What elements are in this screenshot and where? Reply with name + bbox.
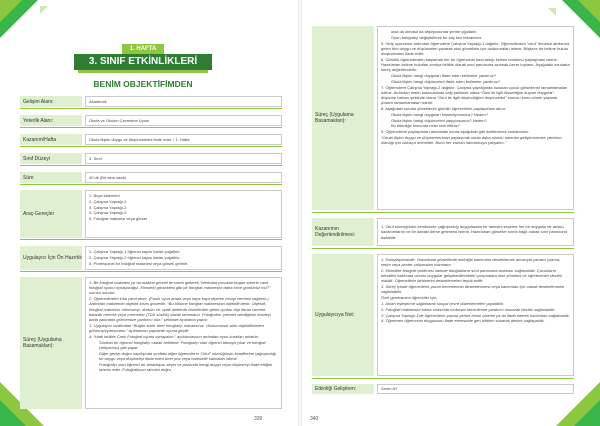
list-subitem: Okula ilişkin hangi duyguları ifade eden kelimeler yazdınız? bbox=[391, 73, 496, 78]
list-item: 8. Aşağıdaki sorular yönetilerek gönüllü öğrencilerin paylaşımları alınır. bbox=[381, 106, 506, 111]
row-value: Zerrin AY bbox=[377, 384, 574, 394]
list-subitem: Sınıftan bir öğrenci fotoğrafçı olarak belirlenir. Fotoğrafçı olan öğrenci tahtaya çıkar ve fotoğraf çekiyormuş gibi yapar. bbox=[99, 339, 266, 350]
list-subitem: Oyun fotoğrafçı değiştirilerek bir kaç kez tekrarlanır. bbox=[391, 34, 483, 40]
title-underline bbox=[78, 70, 208, 73]
table-row bbox=[20, 96, 282, 107]
list-item: 3. Çalışma Yaprağı-2 bbox=[89, 204, 127, 210]
list-item: 3. Uygulayıcı tarafından “Bugün sizler birer fotoğrafçı olacaksınız. Okulumuzun sizin objektifinizden görünüşü/yansıması.” açıklaması yapılarak oyuna geçilir. bbox=[89, 322, 264, 334]
list-item: 2. Fotoğraf makinesini tutma sırasında motorsal becerilerine yardımcı olunarak destek sağlanabilir. bbox=[381, 306, 556, 312]
row-label: Sınıf Düzeyi bbox=[20, 153, 82, 164]
table-row bbox=[20, 115, 282, 126]
row-label: Kazanımın Değerlendirilmesi: bbox=[312, 218, 374, 246]
list-subitem: Bu etkinliğe sonunda neler fark ettiniz? bbox=[391, 123, 460, 129]
list-item: 4. “Hadi birlikte Canlı Fotoğraf oyunu oynayalım.” açıklamasının ardından oyun kuralları anlatılır. bbox=[89, 333, 259, 339]
page-number: 339 bbox=[254, 416, 263, 422]
divider bbox=[312, 378, 574, 379]
page-number: 340 bbox=[310, 416, 319, 422]
table-row bbox=[20, 190, 282, 238]
list-subitem: Okula ilişkin hangi düşünceleri ifade eden kelimeler yazdınız? bbox=[391, 78, 500, 84]
list-item: 1. Akran eşleştirme sağlanarak sosyal çevre düzenlemeleri yapılabilir. bbox=[381, 301, 505, 306]
week-badge: 1. HAFTA bbox=[122, 44, 164, 54]
table-row bbox=[20, 172, 282, 183]
list-subitem: Diğer geriye doğru sayılışında sınıftaki diğer öğrencilerin “Okul” sözcüğünün kendilerine çağrıştırdığı bir duygu veya düşünceyi ifade eden birer poz veya hareketle kalmaları istenir. bbox=[99, 350, 277, 361]
table-row bbox=[312, 218, 574, 246]
row-label: Araç-Gereçler bbox=[20, 190, 82, 238]
list-item: 1. Bir fotoğraf makinesi ya da makine görseli ile sınıfa girilerek “Merhaba çocuklar bugün sizlerle canlı fotoğraf oyunu oynayacağız. Elimdeki görseldeki gibi bir fotoğraf makinesini daha önce gördünüz mü?” sorusu sorulur. bbox=[89, 280, 271, 296]
list-item: 3. Süreç içinde öğrencilerin yazım becerilerinin desteklenmesi veya katılımları için olarak desteklenmesi sağlanabilir. bbox=[381, 284, 565, 295]
list-item: 5. Fotoğraf makinesi veya görsel bbox=[89, 216, 147, 222]
triangle-decoration bbox=[548, 8, 556, 16]
row-label: Süre bbox=[20, 172, 82, 183]
list-subitem: Okula ilişkin hangi düşünceleri yaşıyorsunuz? Neden? bbox=[391, 117, 487, 123]
list-item: 6. Gönüllü öğrencilerden başlamak her bir öğrencinin hazırladığı kelime bulutunu paylaşması istenir. Hazırlanan kelime bulutları sınıfça birlikte olarak sınıf panosuna asılmak üzere toplanır. Aşağıdaki sorularla süreç değerlendirilir: bbox=[381, 56, 570, 73]
table-row bbox=[20, 277, 282, 409]
row-label: Süreç (Uygulama Basamakları): bbox=[20, 277, 82, 409]
row-label: Etkinliği Geliştiren: bbox=[312, 384, 374, 394]
list-item: 5. Giriş oyununun ardından öğrencilere Çalışma Yaprağı-1 dağıtılır. Öğrencilerden “okul” denince akıllarına gelen tüm duygu ve düşünceleri yazarak okul görselinin için doldurmaları istenir. Böylece bir kelime bulutu oluşturmaları ifade edilir. bbox=[381, 40, 570, 56]
book-gutter bbox=[298, 0, 302, 426]
right-page bbox=[300, 0, 600, 426]
list-subitem: Fotoğrafçı olan öğrenci bir arkadaşını seçer ve pozunda hangi duygu veya düşünceyi ifade ettiğini tahmin eder. Fotoğrafçının tahmini doğru bbox=[99, 361, 272, 372]
table-row bbox=[20, 134, 282, 145]
table-row bbox=[312, 384, 574, 394]
activity-title: BENİM OBJEKTİFİMDEN bbox=[93, 79, 193, 89]
row-label: Uygulayıcıya Not: bbox=[312, 254, 374, 376]
corner-decoration bbox=[0, 0, 22, 22]
divider bbox=[312, 212, 574, 213]
divider bbox=[20, 239, 282, 240]
divider bbox=[20, 184, 282, 185]
list-item: 3. Profesyonel bir fotoğraf makinesi veya görseli getirilir. bbox=[89, 260, 188, 266]
list-item: 4. Öğretmen öğrencinin duygusunu ifade etmesinde geri bildirim sunarak destek sağlayabilir. bbox=[381, 318, 545, 324]
table-row bbox=[312, 26, 574, 210]
row-value: Akademik bbox=[85, 96, 282, 107]
table-row bbox=[20, 246, 282, 270]
closing-quote: “Okula ilişkin duygu ve düşüncelerimizi paylaşmak okula daha olumlu tutumlar geliştirmemize yardımcı olacağı için oldukça önemlidir. Bunu her zaman hatırlamaya çalışalım.” bbox=[381, 134, 563, 146]
list-item: 3. Çalışma Yaprağı-1'de öğrencilerin yazma yerine resim çizerek ya da ifade ederek katılımları sağlanabilir. bbox=[381, 312, 570, 318]
row-value: 1. Okul sözcüğünün kendisinde çağrıştırdığı duygulardan bir tanesini seçerek her bir duygusu bir amacı kazanımlarını ve bir dahaki derse getirmesi istenir. Hazırlanan görseller sınıfa bağlı olarak sınıf panosuna asılabilir. bbox=[377, 218, 574, 246]
corner-decoration bbox=[574, 400, 600, 426]
row-value bbox=[85, 277, 282, 409]
list-item: 1. Çalışma Yaprağı-1 öğrenci sayısı kadar çoğaltılır. bbox=[89, 249, 181, 255]
triangle-decoration bbox=[40, 6, 48, 14]
divider bbox=[20, 271, 282, 272]
list-item: 2. Çalışma Yaprağı-1 bbox=[89, 198, 127, 204]
list-item: 1. Boya kalemleri bbox=[89, 193, 120, 198]
list-item: 9. Öğrencilerin paylaşımları alındıktan sonra aşağıdaki gibi özetlenerek sonlandırılır. bbox=[381, 129, 530, 135]
row-label: Kazanım/Hafta bbox=[20, 134, 82, 145]
row-value bbox=[85, 246, 282, 270]
row-value: Okula ilişkin duygu ve düşüncelerini ifade eder. / 1. Hafta bbox=[85, 134, 282, 145]
divider bbox=[20, 127, 282, 128]
row-label: Gelişim Alanı: bbox=[20, 96, 82, 107]
row-value bbox=[377, 254, 574, 376]
list-subitem: Okula ilişkin hangi duyguları hissediyorsunuz? Neden? bbox=[391, 111, 488, 117]
divider bbox=[20, 108, 282, 109]
corner-decoration bbox=[578, 0, 600, 22]
list-item: 2. Öğrencilerden kısa yanıt alınır. (Farklı oyun araba veya kaya kayıt diyerek cevap vermesi sağlanır.) Ardından makinenin objektif kısmı gösterilir. “Bu bölüme fotoğraf makinesinin objektifi denir. Objektif, fotoğraf makinesi, mikroskop, dürbün vb. optik aletlerde cisimlerden gelen ışınları alıp ekran üzerine aktaran mercek veya mercekler (TDK sözlük) olarak tanımlanır. Fotoğrafını çekmek istediğimiz nesneyi daha yakından görmemize yardımcı olur.” şeklinde açıklama yapılır. bbox=[89, 296, 271, 323]
grade-title: 3. SINIF ETKİNLİKLERİ bbox=[74, 54, 212, 70]
list-item: 2. Çalışma Yaprağı-2 öğrenci sayısı kadar çoğaltılır. bbox=[89, 255, 181, 261]
list-item: 4. Çalışma Yaprağı-3 bbox=[89, 210, 127, 216]
divider bbox=[312, 248, 574, 249]
row-label: Uygulayıcı İçin Ön Hazırlık bbox=[20, 246, 82, 270]
table-row bbox=[20, 153, 282, 164]
list-item: 1. Kolaylaştırılabilir: Hazırlanan görsellerde etkinliğe katılımları desteklemek amacıyla yaratıcı yazma, resim veya poster çalışmaları hazırlanır. bbox=[381, 257, 561, 268]
row-value: 40 dk (Bir ders saati) bbox=[85, 172, 282, 183]
note-heading: Özel gereksinimi öğrenciler için; bbox=[381, 295, 438, 301]
table-row bbox=[312, 254, 574, 376]
row-value: 3. Sınıf bbox=[85, 153, 282, 164]
list-item: 2. Etkinlikte fotoğraf çekilmesi halinde fotoğrafların sınıf panosuna asılması sağlanabilir. Çocukların kendileri hakkında olumlu duygular geliştirebilecekleri çalışmalara okul yönetimi ve öğretmenler destek olabilir. Öğrencilerin birbirlerini desteklemeleri teşvik edilir. bbox=[381, 268, 562, 284]
row-label: Yeterlik Alanı: bbox=[20, 115, 82, 126]
row-value bbox=[85, 190, 282, 238]
divider bbox=[20, 165, 282, 166]
row-value bbox=[377, 26, 574, 210]
list-item: 7. Öğrencilere Çalışma Yaprağı-2 dağıtılır. Çalışma yaprağında bulunan çocuk görsellerini tamamlamaları istenir. Ardından metin kutucuklarda kalp şeklinde olana “Okul ile ilgili hissettiğim duyum duygular”, düşünce balonu şeklinde olana “Okul ile ilgili düşündüğüm düşünceleri” sonucu konu cümle yazarak posteri tamamlamaları istenir. bbox=[381, 84, 568, 106]
row-value: Okula ve Okulun Çevresine Uyum bbox=[85, 115, 282, 126]
row-label: Süreç (Uygulama Basamakları): bbox=[312, 26, 374, 210]
list-subitem: olsa da olmasa da afişi/pozunda yerine oğullanır. bbox=[391, 29, 478, 34]
divider bbox=[20, 146, 282, 147]
